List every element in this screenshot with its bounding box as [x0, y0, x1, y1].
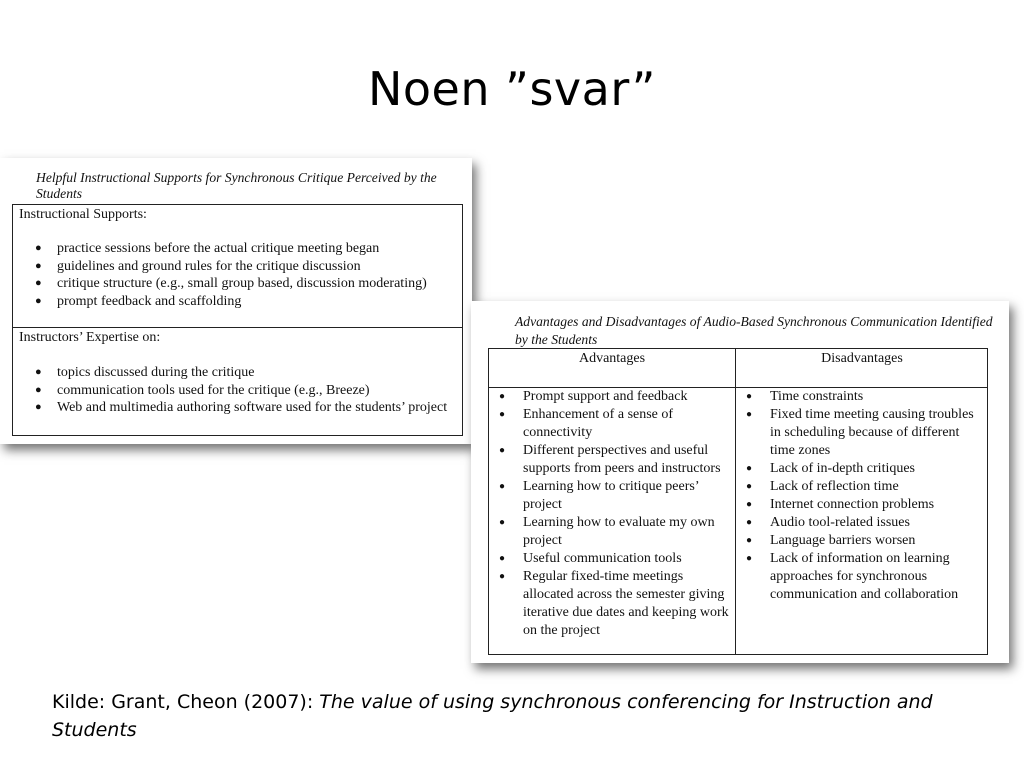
list-item: ● Regular fixed-time meetings allocated across the semester giving iterative due dates and keeping work on the project [489, 568, 729, 640]
source-citation [52, 688, 992, 744]
advantages-disadvantages-table-image [471, 301, 1009, 663]
row-divider [13, 327, 462, 328]
list-item: ● guidelines and ground rules for the critique discussion [19, 258, 457, 276]
list-item: ● Enhancement of a sense of connectivity [489, 406, 729, 442]
citation-title: The value of using synchronous conferencing for Instruction and Students [52, 691, 933, 741]
bullet-list [19, 364, 457, 417]
list-item: ● critique structure (e.g., small group based, discussion moderating) [19, 275, 457, 293]
list-item: ● Fixed time meeting causing troubles in scheduling because of different time zones [736, 406, 984, 460]
list-item: ● Prompt support and feedback [489, 388, 729, 406]
section-heading: Instructors’ Expertise on: [19, 330, 161, 345]
list-item: ● practice sessions before the actual critique meeting began [19, 240, 457, 258]
column-header-advantages: Advantages [578, 351, 646, 366]
list-item: ● communication tools used for the critique (e.g., Breeze) [19, 382, 457, 400]
citation-prefix: Kilde: Grant, Cheon (2007): [52, 691, 320, 713]
disadvantages-list [736, 388, 984, 604]
list-item: ● Internet connection problems [736, 496, 984, 514]
table-box [12, 204, 463, 436]
list-item: ● prompt feedback and scaffolding [19, 293, 457, 311]
table-caption: Helpful Instructional Supports for Synchronous Critique Perceived by the Students [36, 170, 437, 201]
list-item: ● topics discussed during the critique [19, 364, 457, 382]
bullet-list [19, 240, 457, 310]
list-item: ● Lack of information on learning approaches for synchronous communication and collaboration [736, 550, 984, 604]
list-item: ● Learning how to critique peers’ project [489, 478, 729, 514]
list-item: ● Different perspectives and useful supports from peers and instructors [489, 442, 729, 478]
list-item: ● Useful communication tools [489, 550, 729, 568]
list-item: ● Learning how to evaluate my own project [489, 514, 729, 550]
slide-title: Noen ”svar” [367, 62, 656, 116]
instructional-supports-table-image [0, 158, 472, 444]
list-item: ● Web and multimedia authoring software used for the students’ project [19, 399, 457, 417]
table-box [488, 348, 988, 655]
advantages-list [489, 388, 729, 640]
section-heading: Instructional Supports: [19, 207, 147, 222]
list-item: ● Time constraints [736, 388, 984, 406]
list-item: ● Language barriers worsen [736, 532, 984, 550]
column-header-disadvantages: Disadvantages [821, 351, 903, 366]
table-caption: Advantages and Disadvantages of Audio-Based Synchronous Communication Identified by the Students [515, 314, 993, 347]
list-item: ● Lack of reflection time [736, 478, 984, 496]
list-item: ● Audio tool-related issues [736, 514, 984, 532]
list-item: ● Lack of in-depth critiques [736, 460, 984, 478]
